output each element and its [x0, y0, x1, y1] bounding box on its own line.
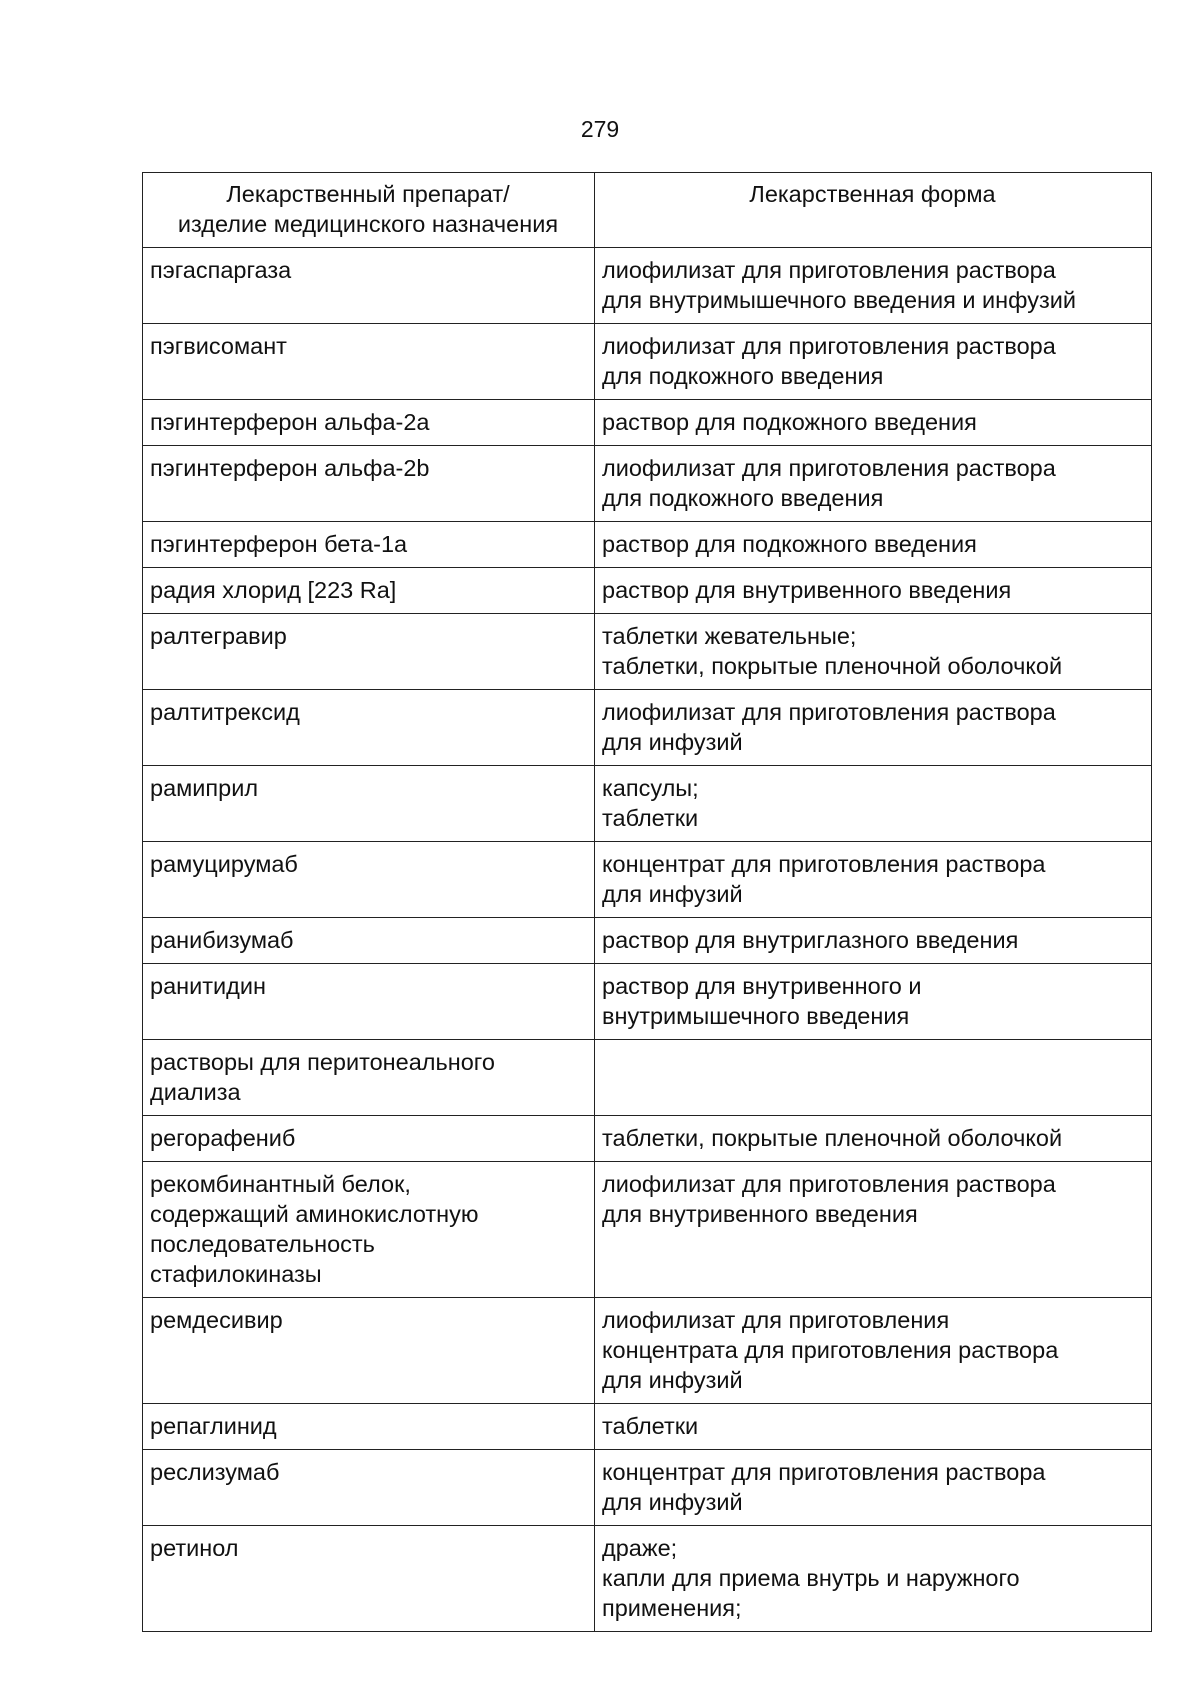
table-row — [143, 1450, 1152, 1526]
table-row — [143, 1040, 1152, 1116]
dosage-form-cell: концентрат для приготовления раствора для инфузий — [595, 1450, 1152, 1526]
table-row — [143, 568, 1152, 614]
drug-name-cell: пэгвисомант — [143, 324, 595, 400]
drug-name-cell: рамиприл — [143, 766, 595, 842]
table-row — [143, 766, 1152, 842]
dosage-form-cell: драже; капли для приема внутрь и наружного применения; — [595, 1526, 1152, 1632]
drug-name-cell: ремдесивир — [143, 1298, 595, 1404]
dosage-form-cell: лиофилизат для приготовления концентрата для приготовления раствора для инфузий — [595, 1298, 1152, 1404]
table-row — [143, 248, 1152, 324]
table-row — [143, 446, 1152, 522]
drug-name-cell: пэгаспаргаза — [143, 248, 595, 324]
drug-name-cell: ралтитрексид — [143, 690, 595, 766]
dosage-form-cell: раствор для внутривенного введения — [595, 568, 1152, 614]
dosage-form-cell: раствор для подкожного введения — [595, 522, 1152, 568]
drug-name-cell: ранитидин — [143, 964, 595, 1040]
table-header-row — [143, 173, 1152, 248]
dosage-form-cell: капсулы; таблетки — [595, 766, 1152, 842]
table-row — [143, 918, 1152, 964]
drug-name-cell: пэгинтерферон бета-1а — [143, 522, 595, 568]
drug-name-cell: ралтегравир — [143, 614, 595, 690]
table-row — [143, 842, 1152, 918]
dosage-form-cell: лиофилизат для приготовления раствора для подкожного введения — [595, 324, 1152, 400]
table-row — [143, 324, 1152, 400]
dosage-form-cell: раствор для подкожного введения — [595, 400, 1152, 446]
drug-table — [142, 172, 1152, 1632]
drug-name-cell: реслизумаб — [143, 1450, 595, 1526]
table-row — [143, 1526, 1152, 1632]
dosage-form-cell: лиофилизат для приготовления раствора для инфузий — [595, 690, 1152, 766]
drug-name-cell: рамуцирумаб — [143, 842, 595, 918]
table-row — [143, 964, 1152, 1040]
table-row — [143, 1116, 1152, 1162]
drug-name-cell: радия хлорид [223 Ra] — [143, 568, 595, 614]
drug-name-cell: рекомбинантный белок, содержащий аминокислотную последовательность стафилокиназы — [143, 1162, 595, 1298]
table-row — [143, 522, 1152, 568]
drug-name-cell: пэгинтерферон альфа-2b — [143, 446, 595, 522]
table-row — [143, 614, 1152, 690]
dosage-form-cell: раствор для внутривенного и внутримышечного введения — [595, 964, 1152, 1040]
dosage-form-cell — [595, 1040, 1152, 1116]
dosage-form-cell: таблетки жевательные; таблетки, покрытые пленочной оболочкой — [595, 614, 1152, 690]
table-row — [143, 1404, 1152, 1450]
dosage-form-cell: раствор для внутриглазного введения — [595, 918, 1152, 964]
dosage-form-cell: таблетки, покрытые пленочной оболочкой — [595, 1116, 1152, 1162]
drug-name-cell: ранибизумаб — [143, 918, 595, 964]
drug-name-cell: растворы для перитонеального диализа — [143, 1040, 595, 1116]
table-row — [143, 1298, 1152, 1404]
header-drug: Лекарственный препарат/ изделие медицинского назначения — [143, 173, 595, 248]
table-row — [143, 400, 1152, 446]
header-form: Лекарственная форма — [595, 173, 1152, 248]
dosage-form-cell: таблетки — [595, 1404, 1152, 1450]
drug-name-cell: регорафениб — [143, 1116, 595, 1162]
dosage-form-cell: лиофилизат для приготовления раствора для внутримышечного введения и инфузий — [595, 248, 1152, 324]
drug-name-cell: репаглинид — [143, 1404, 595, 1450]
drug-name-cell: пэгинтерферон альфа-2а — [143, 400, 595, 446]
dosage-form-cell: лиофилизат для приготовления раствора для подкожного введения — [595, 446, 1152, 522]
table-row — [143, 1162, 1152, 1298]
dosage-form-cell: концентрат для приготовления раствора для инфузий — [595, 842, 1152, 918]
dosage-form-cell: лиофилизат для приготовления раствора для внутривенного введения — [595, 1162, 1152, 1298]
page-number: 279 — [580, 116, 620, 142]
table-row — [143, 690, 1152, 766]
drug-name-cell: ретинол — [143, 1526, 595, 1632]
